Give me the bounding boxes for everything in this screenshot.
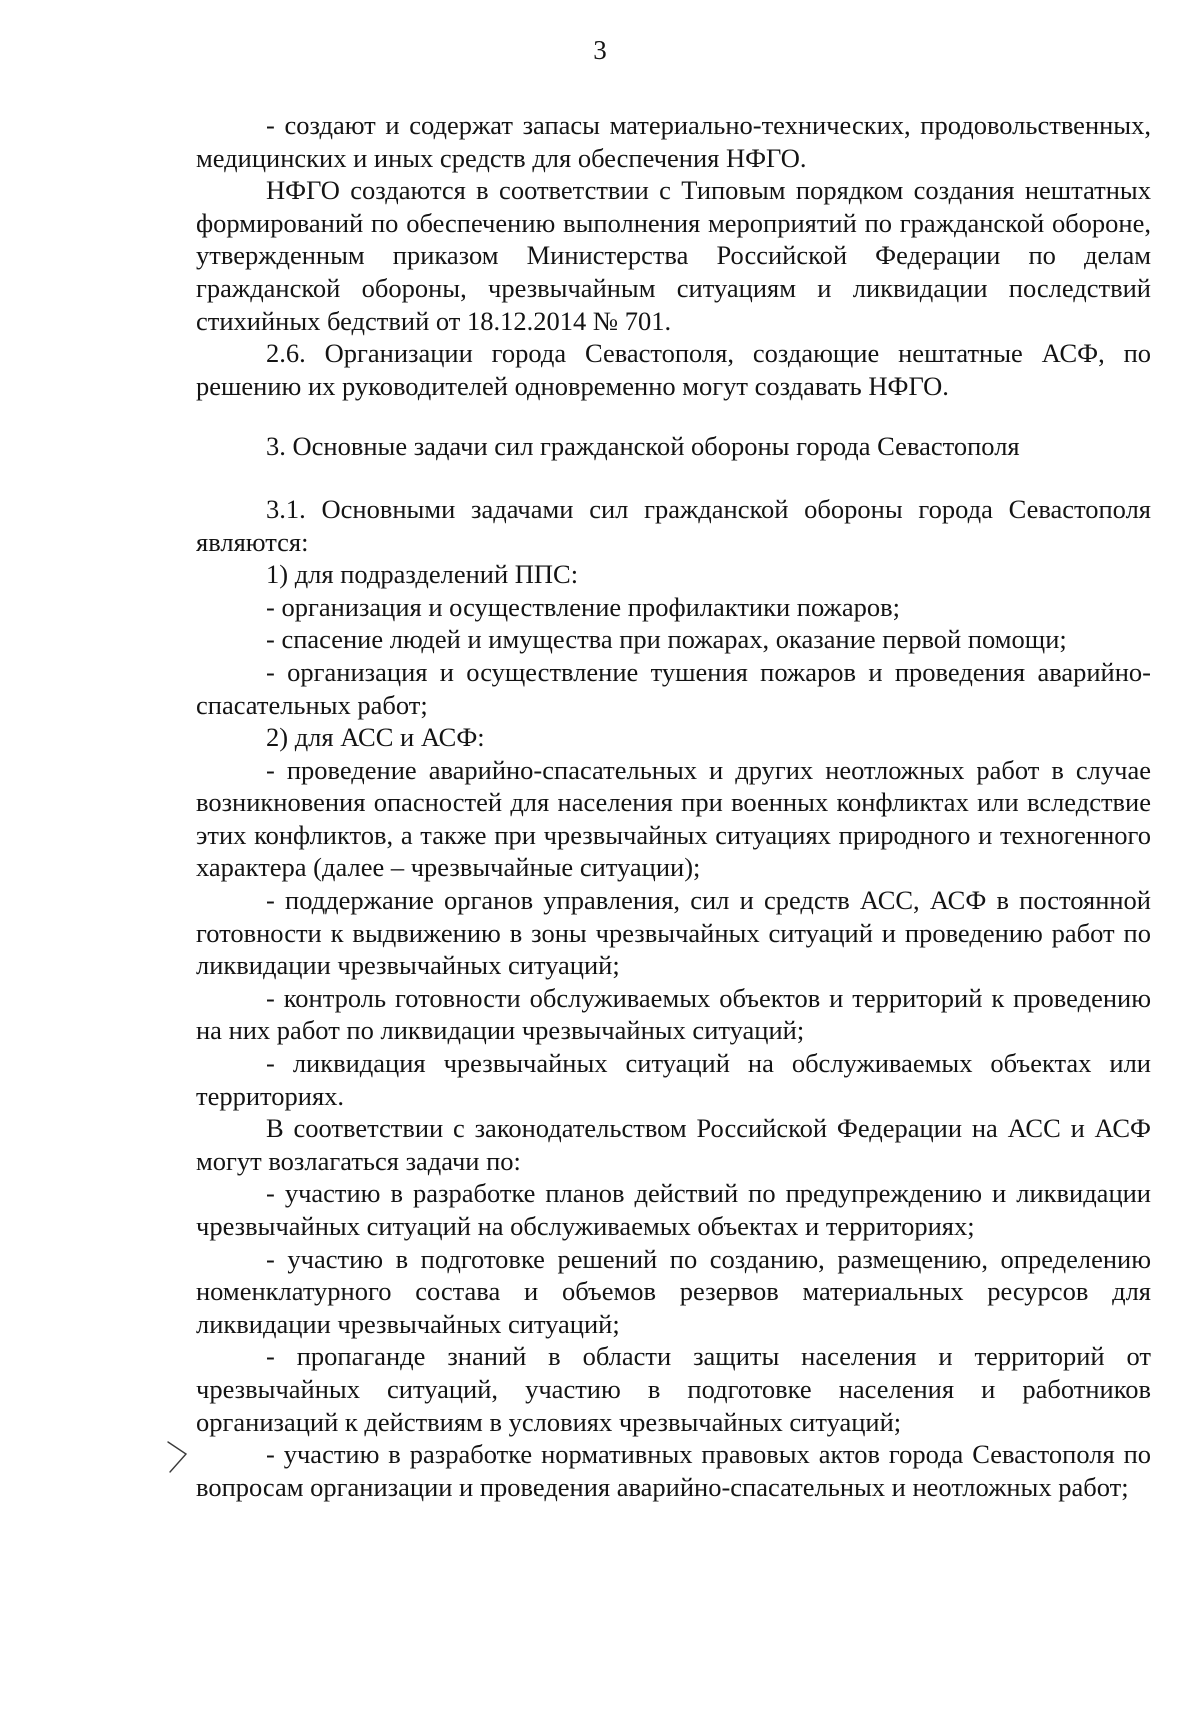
list-item-reserves-decisions: - участию в подготовке решений по созданию, размещению, определению номенклатурного состава и объемов резервов материальных ресурсов для ликвидации чрезвычайных ситуаций; [196,1243,1151,1339]
list-item-readiness: - поддержание органов управления, сил и средств АСС, АСФ в постоянной готовности к выдвижению в зоны чрезвычайных ситуаций и проведению работ по ликвидации чрезвычайных ситуаций; [196,885,1151,981]
paragraph-2-6: 2.6. Организации города Севастополя, создающие нештатные АСФ, по решению их руководителей одновременно могут создавать НФГО. [196,338,1151,401]
paragraph-legislation: В соответствии с законодательством Российской Федерации на АСС и АСФ могут возлагаться задачи по: [196,1113,1151,1176]
paragraph-3-1: 3.1. Основными задачами сил гражданской обороны города Севастополя являются: [196,493,1151,557]
list-item-pps: 1) для подразделений ППС: [266,559,579,590]
page-number: 3 [593,35,607,65]
list-item-propaganda: - пропаганде знаний в области защиты населения и территорий от чрезвычайных ситуаций, участию в подготовке населения и работников организаций к действиям в условиях чрезвычайных ситуаций; [196,1341,1151,1437]
list-item-legal-acts: - участию в разработке нормативных правовых актов города Севастополя по вопросам организации и проведения аварийно-спасательных и неотложных работ; [196,1439,1151,1502]
list-item-planning: - участию в разработке планов действий по предупреждению и ликвидации чрезвычайных ситуаций на обслуживаемых объектах и территориях; [196,1178,1151,1241]
list-item-fire-prevention: - организация и осуществление профилактики пожаров; [266,591,901,622]
section-heading: 3. Основные задачи сил гражданской обороны города Севастополя [266,431,1020,462]
list-item-control: - контроль готовности обслуживаемых объектов и территорий к проведению на них работ по ликвидации чрезвычайных ситуаций; [196,982,1151,1046]
document-body [196,109,1151,1503]
list-item-rescue-people: - спасение людей и имущества при пожарах, оказание первой помощи; [266,624,1067,655]
list-item-rescue-works: - проведение аварийно-спасательных и других неотложных работ в случае возникновения опасностей для населения при военных конфликтах или вследствие этих конфликтов, а также при чрезвычайных ситуациях природного и техногенного характера (далее – чрезвычайные ситуации); [196,754,1151,883]
paragraph-reserves: - создают и содержат запасы материально-технических, продовольственных, медицинских и иных средств для обеспечения НФГО. [196,110,1151,173]
list-item-liquidation: - ликвидация чрезвычайных ситуаций на обслуживаемых объектах или территориях. [196,1048,1151,1111]
list-item-firefighting: - организация и осуществление тушения пожаров и проведения аварийно-спасательных работ; [196,656,1151,720]
paragraph-nfgo-creation: НФГО создаются в соответствии с Типовым порядком создания нештатных формирований по обеспечению выполнения мероприятий по гражданской обороне, утвержденным приказом Министерства Российской Федерации по делам гражданской обороны, чрезвычайным ситуациям и ликвидации последствий стихийных бедствий от 18.12.2014 № 701. [196,175,1151,336]
list-item-ass-asf: 2) для АСС и АСФ: [266,722,485,753]
handwritten-mark-icon [166,1436,196,1476]
